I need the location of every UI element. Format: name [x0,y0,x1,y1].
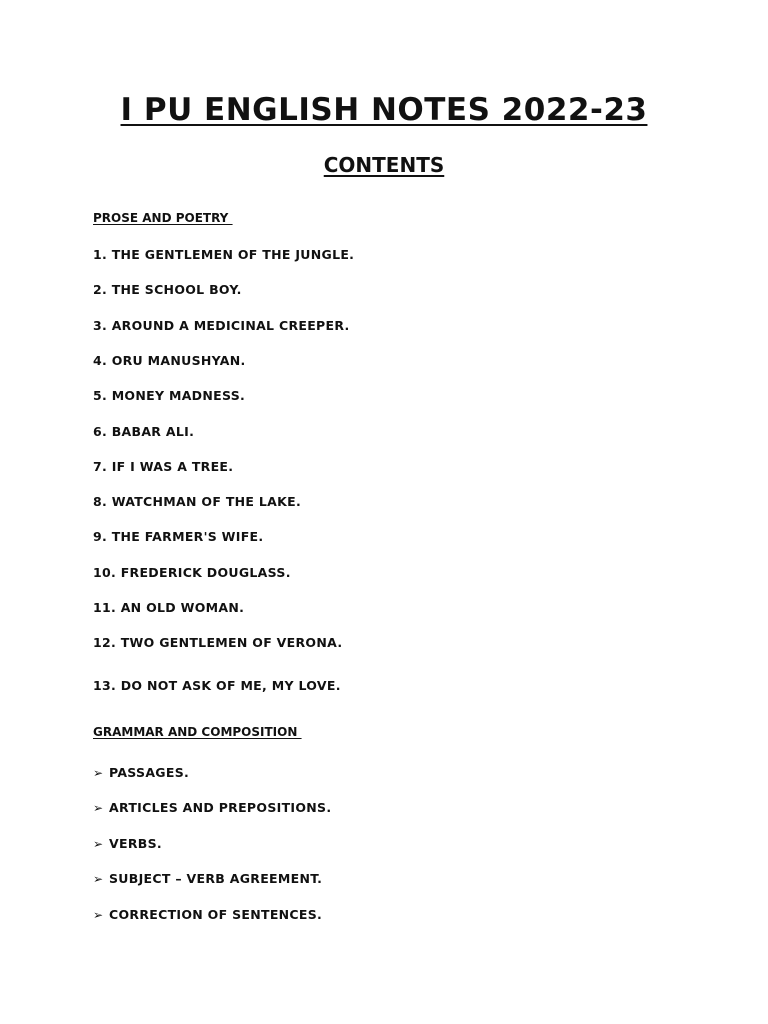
bullet-item-label: CORRECTION OF SENTENCES. [109,907,323,922]
list-item: 5. MONEY MADNESS. [93,388,246,403]
list-item: 1. THE GENTLEMEN OF THE JUNGLE. [93,247,355,262]
arrow-bullet-icon: ➢ [93,765,104,780]
list-item: 6. BABAR ALI. [93,424,195,439]
list-item: 4. ORU MANUSHYAN. [93,353,246,368]
contents-heading: CONTENTS [323,153,445,177]
list-item: 9. THE FARMER'S WIFE. [93,529,264,544]
list-item: 2. THE SCHOOL BOY. [93,282,242,297]
arrow-bullet-icon: ➢ [93,871,104,886]
bullet-item-label: VERBS. [109,836,162,851]
prose-poetry-heading: PROSE AND POETRY [93,211,233,225]
arrow-bullet-icon: ➢ [93,800,104,815]
bullet-item-label: ARTICLES AND PREPOSITIONS. [109,800,332,815]
bullet-list-item [93,871,322,886]
list-item: 13. DO NOT ASK OF ME, MY LOVE. [93,678,341,693]
bullet-item-label: SUBJECT – VERB AGREEMENT. [109,871,323,886]
bullet-list-item [93,800,331,815]
document-title: I PU ENGLISH NOTES 2022-23 [120,92,648,128]
bullet-list-item [93,907,322,922]
arrow-bullet-icon: ➢ [93,836,104,851]
bullet-list-item [93,765,189,780]
bullet-list-item [93,836,162,851]
bullet-item-label: PASSAGES. [109,765,190,780]
list-item: 3. AROUND A MEDICINAL CREEPER. [93,318,350,333]
list-item: 11. AN OLD WOMAN. [93,600,245,615]
list-item: 8. WATCHMAN OF THE LAKE. [93,494,302,509]
arrow-bullet-icon: ➢ [93,907,104,922]
grammar-composition-heading: GRAMMAR AND COMPOSITION [93,725,302,739]
list-item: 10. FREDERICK DOUGLASS. [93,565,291,580]
list-item: 12. TWO GENTLEMEN OF VERONA. [93,635,343,650]
list-item: 7. IF I WAS A TREE. [93,459,234,474]
